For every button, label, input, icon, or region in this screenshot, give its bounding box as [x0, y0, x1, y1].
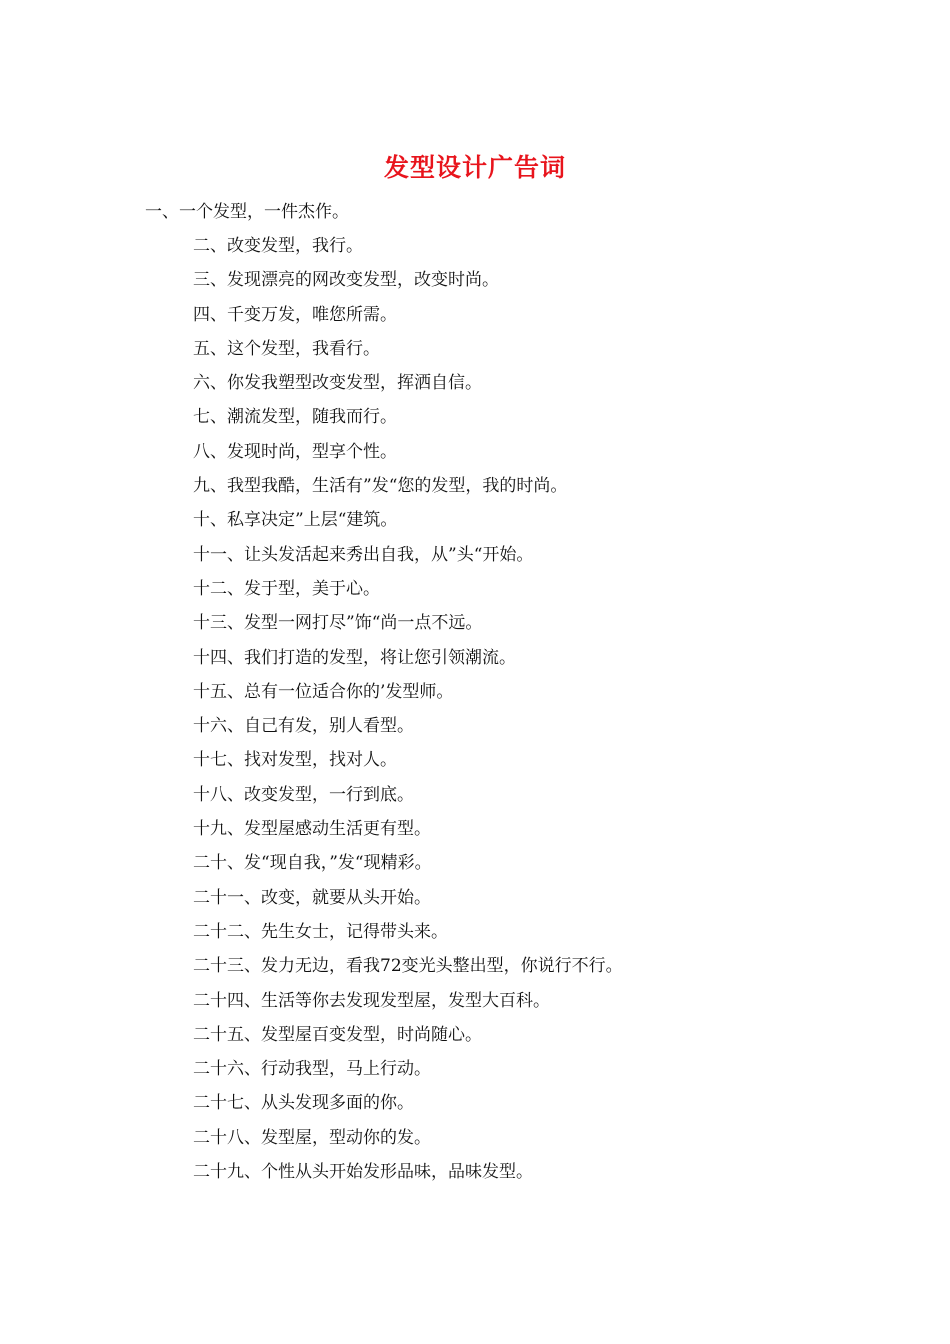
document-title: 发型设计广告词: [383, 153, 566, 182]
list-item: 二十、发“现自我，”发“现精彩。: [193, 853, 432, 874]
slogan-list: [193, 234, 623, 1194]
list-item: 二十五、发型屋百变发型，时尚随心。: [193, 1024, 482, 1045]
list-item: 二十八、发型屋，型动你的发。: [193, 1127, 431, 1148]
list-item: 二十三、发力无边，看我72变光头整出型，你说行不行。: [193, 956, 623, 977]
list-item: 十、私享决定”上层“建筑。: [193, 510, 398, 531]
list-item: 二、改变发型，我行。: [193, 236, 363, 256]
list-item: 十三、发型一网打尽”饰“尚一点不远。: [193, 613, 483, 634]
list-item: 十五、总有一位适合你的’发型师。: [193, 681, 454, 702]
list-item: 十六、自己有发，别人看型。: [193, 716, 414, 737]
list-item: 八、发现时尚，型享个性。: [193, 441, 397, 462]
list-item: 二十一、改变，就要从头开始。: [193, 887, 431, 908]
list-item: 九、我型我酷，生活有”发“您的发型，我的时尚。: [193, 476, 568, 497]
list-item: 二十六、行动我型，马上行动。: [193, 1059, 431, 1080]
list-item: 二十二、先生女士，记得带头来。: [193, 921, 448, 942]
list-item: 三、发现漂亮的网改变发型，改变时尚。: [193, 270, 499, 291]
list-item: 十一、让头发活起来秀出自我，从”头“开始。: [193, 544, 534, 565]
list-item: 十八、改变发型，一行到底。: [193, 784, 414, 805]
list-item: 十七、找对发型，找对人。: [193, 750, 397, 771]
list-item: 十四、我们打造的发型，将让您引领潮流。: [193, 647, 516, 668]
list-item: 十九、发型屋感动生活更有型。: [193, 819, 431, 840]
list-item: 二十四、生活等你去发现发型屋，发型大百科。: [193, 990, 550, 1011]
list-item: 二十九、个性从头开始发形品味，品味发型。: [193, 1162, 533, 1183]
list-item: 五、这个发型，我看行。: [193, 338, 380, 359]
list-item: 六、你发我塑型改变发型，挥洒自信。: [193, 373, 482, 394]
list-item: 十二、发于型，美于心。: [193, 578, 380, 599]
list-item-first: 一、一个发型，一件杰作。: [145, 202, 349, 222]
list-item: 二十七、从头发现多面的你。: [193, 1093, 414, 1114]
list-item: 七、潮流发型，随我而行。: [193, 407, 397, 428]
list-item: 四、千变万发，唯您所需。: [193, 304, 397, 325]
